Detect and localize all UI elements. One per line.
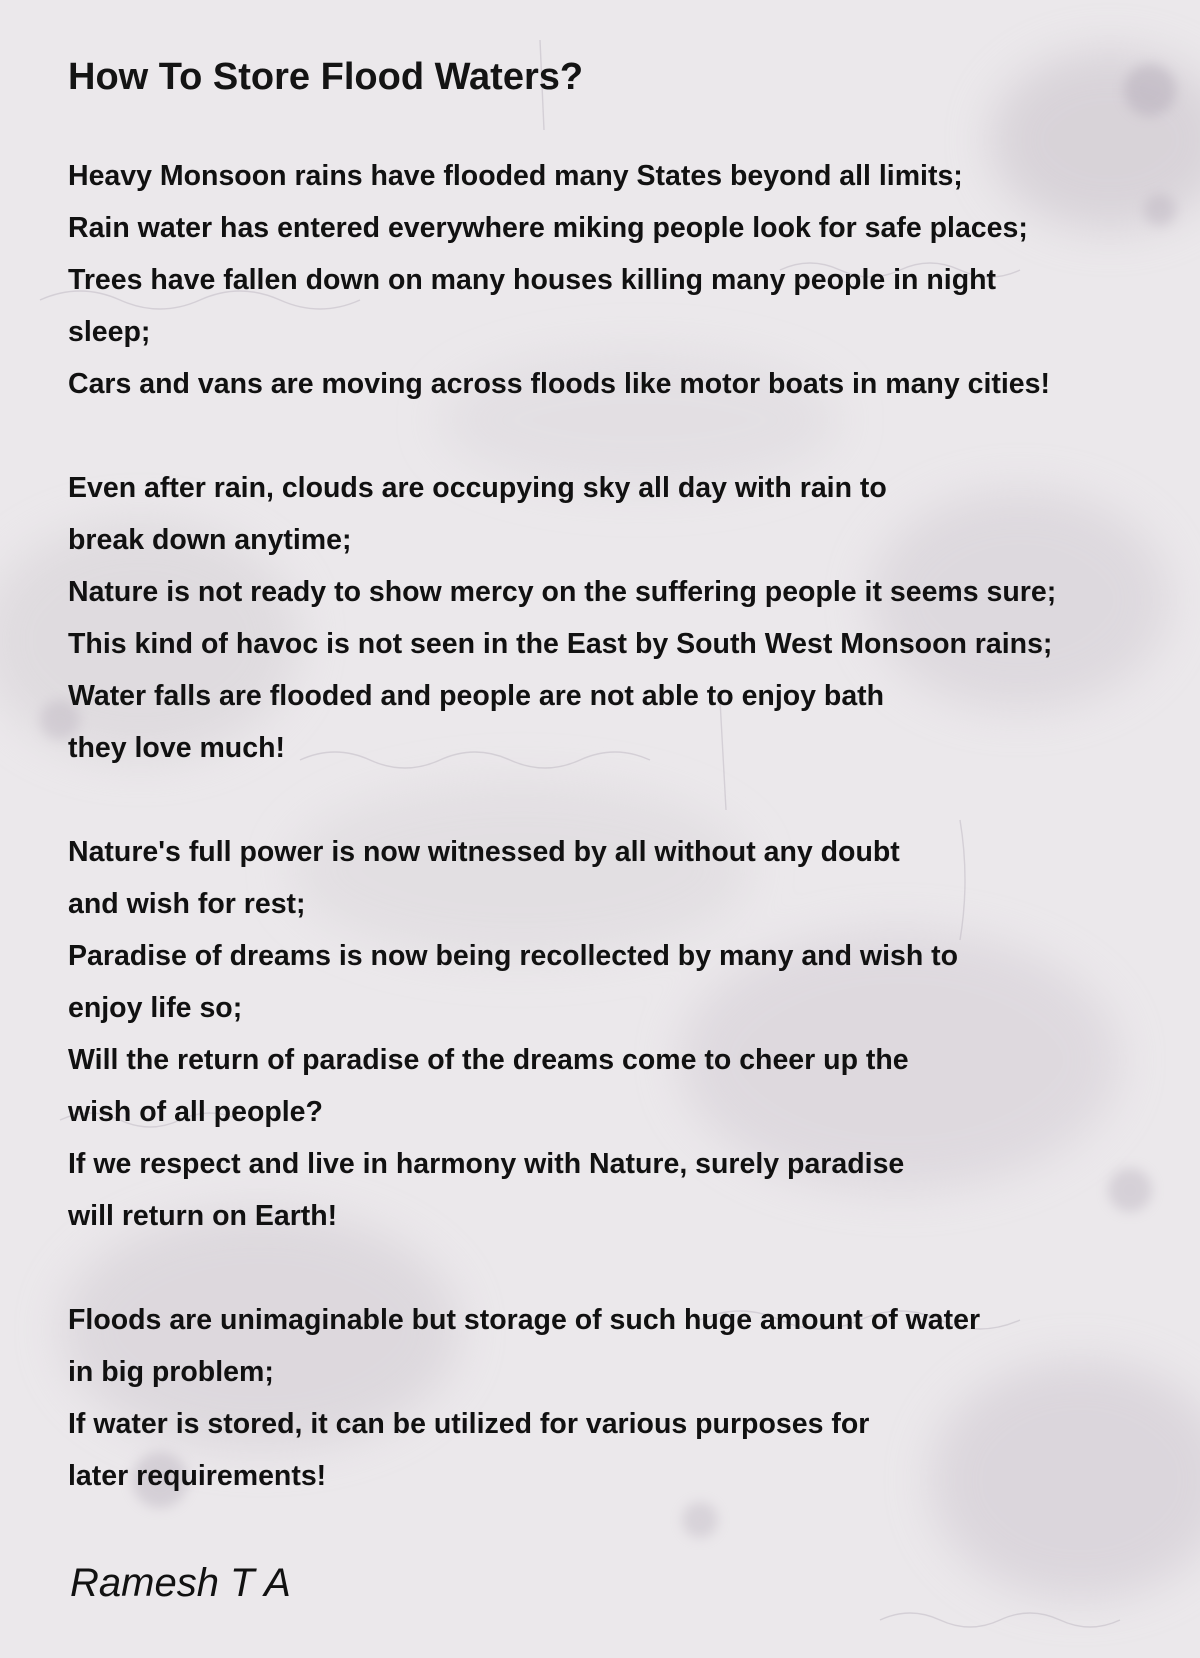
poem-line: later requirements! bbox=[68, 1460, 327, 1492]
poem-line: Paradise of dreams is now being recollected by many and wish to bbox=[68, 940, 959, 972]
poem-author: Ramesh T A bbox=[70, 1561, 291, 1605]
poem-line: Nature is not ready to show mercy on the suffering people it seems sure; bbox=[68, 576, 1057, 608]
poem-line: wish of all people? bbox=[68, 1096, 323, 1128]
poem-line: Even after rain, clouds are occupying sky all day with rain to bbox=[68, 472, 887, 504]
poem-line: Heavy Monsoon rains have flooded many States beyond all limits; bbox=[68, 160, 963, 192]
poem-line: break down anytime; bbox=[68, 524, 352, 556]
poem-line: enjoy life so; bbox=[68, 992, 243, 1024]
poem-line: This kind of havoc is not seen in the East by South West Monsoon rains; bbox=[68, 628, 1053, 660]
poem-line: If water is stored, it can be utilized for various purposes for bbox=[68, 1408, 870, 1440]
poem-line: Will the return of paradise of the dreams come to cheer up the bbox=[68, 1044, 909, 1076]
stanza-1 bbox=[68, 150, 1193, 410]
poem-line: will return on Earth! bbox=[68, 1200, 338, 1232]
poem-line: they love much! bbox=[68, 732, 285, 764]
poem-line: and wish for rest; bbox=[68, 888, 306, 920]
stanza-4 bbox=[68, 1294, 1193, 1502]
poem-line: Floods are unimaginable but storage of such huge amount of water bbox=[68, 1304, 981, 1336]
poem-line: Trees have fallen down on many houses killing many people in night bbox=[68, 264, 997, 296]
stanza-2 bbox=[68, 462, 1193, 774]
poem-line: sleep; bbox=[68, 316, 151, 348]
poem-title: How To Store Flood Waters? bbox=[68, 56, 584, 98]
poem-line: Cars and vans are moving across floods like motor boats in many cities! bbox=[68, 368, 1050, 400]
poem-line: If we respect and live in harmony with Nature, surely paradise bbox=[68, 1148, 905, 1180]
poem-line: Rain water has entered everywhere miking people look for safe places; bbox=[68, 212, 1028, 244]
poem-line: in big problem; bbox=[68, 1356, 274, 1388]
poem-line: Nature's full power is now witnessed by all without any doubt bbox=[68, 836, 900, 868]
poem-body bbox=[68, 150, 1193, 1554]
stanza-3 bbox=[68, 826, 1193, 1242]
poem-line: Water falls are flooded and people are not able to enjoy bath bbox=[68, 680, 885, 712]
